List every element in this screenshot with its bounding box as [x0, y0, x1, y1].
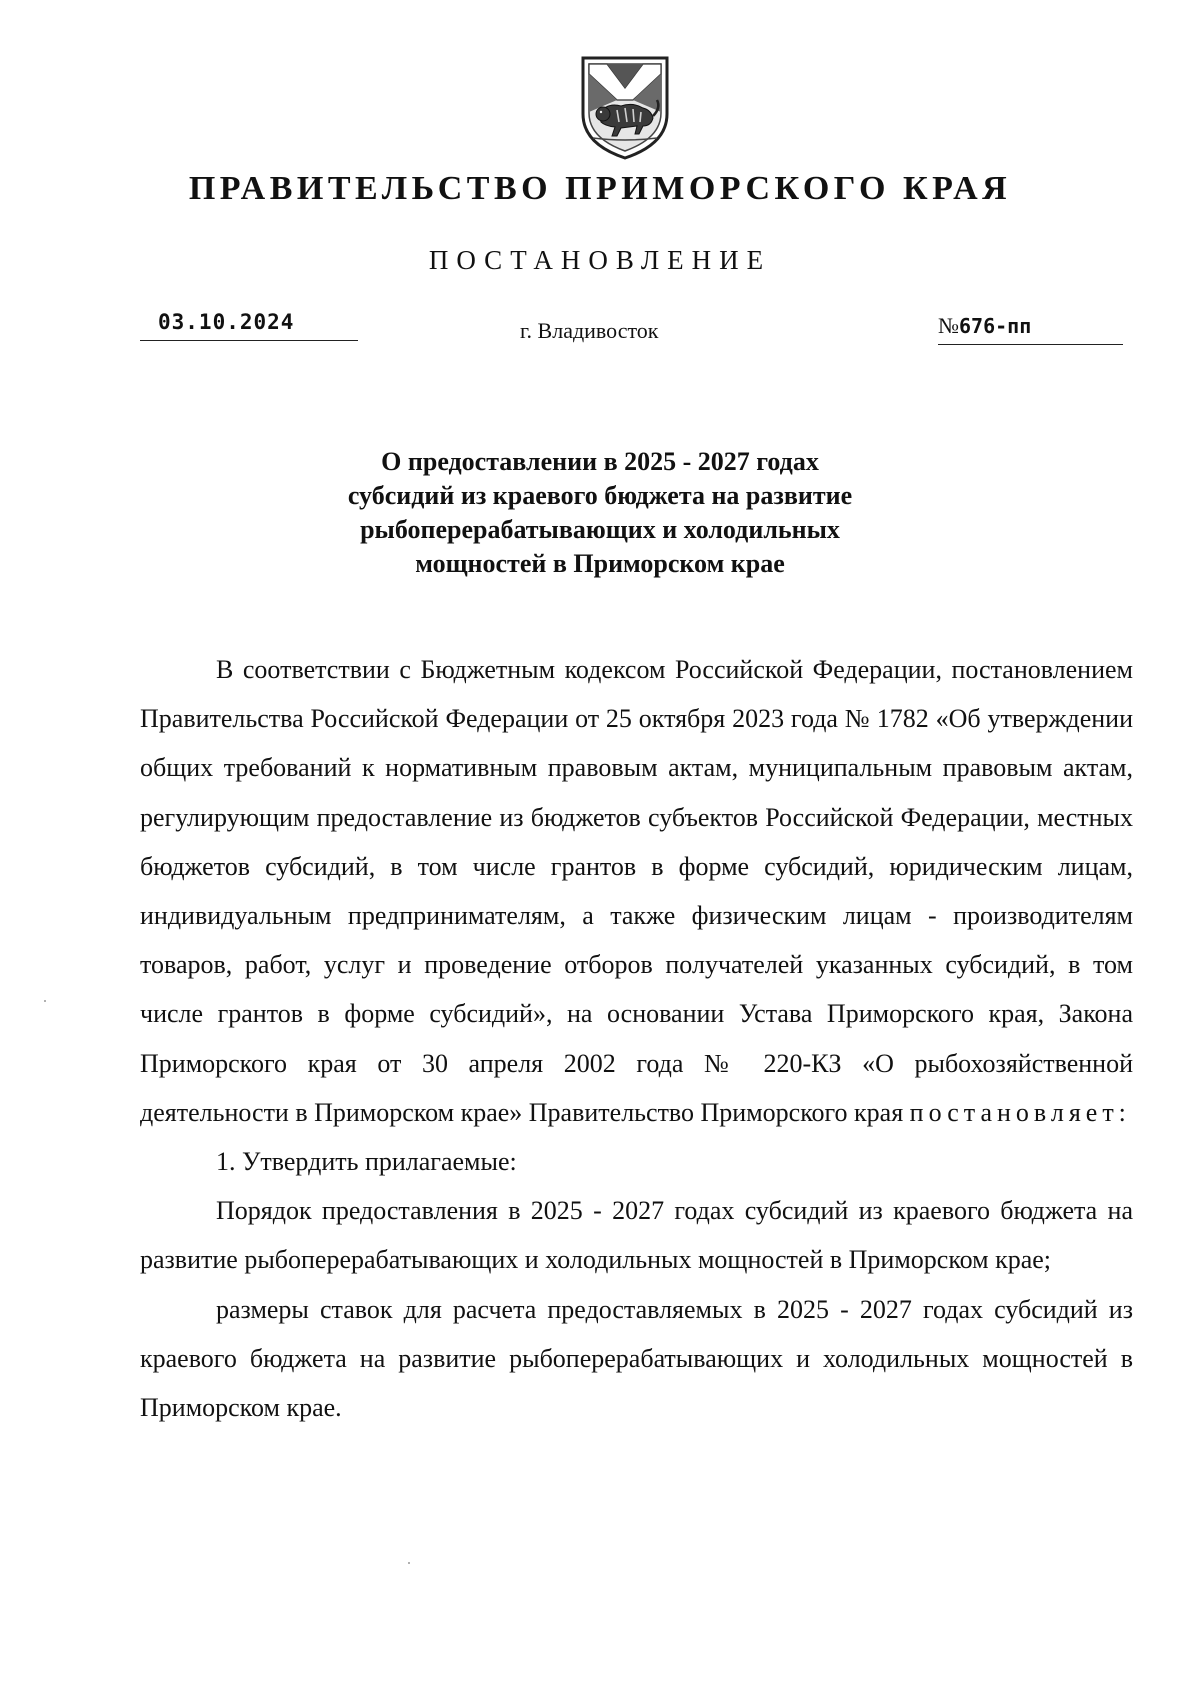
decree-word: постановляет:: [909, 1097, 1131, 1127]
subject-line: рыбоперерабатывающих и холодильных: [360, 515, 840, 544]
document-date: 03.10.2024: [140, 310, 358, 341]
item-1: 1. Утвердить прилагаемые:: [216, 1147, 517, 1177]
number-value: 676-пп: [959, 314, 1032, 338]
item-1-a: Порядок предоставления в 2025 - 2027 годах субсидий из краевого бюджета на развитие рыбоперерабатывающих и холодильных мощностей в Приморском крае;: [140, 1196, 1133, 1275]
scan-speck: [408, 1562, 410, 1564]
document-subject: [0, 445, 1200, 581]
subject-line: субсидий из краевого бюджета на развитие: [347, 481, 853, 510]
preamble-paragraph: [140, 645, 1133, 1137]
document-body: [140, 645, 1133, 1432]
document-number: [938, 313, 1123, 345]
preamble-text: В соответствии с Бюджетным кодексом Российской Федерации, постановлением Правительства Российской Федерации от 25 октября 2023 года № 1782 «Об утверждении общих требований к нормативным правовым актам, муниципальным правовым актам, регулирующим предоставление из бюджетов субъектов Российской Федерации, местных бюджетов субсидий, в том числе грантов в форме субсидий, юридическим лицам, индивидуальным предпринимателям, а также физическим лицам - производителям товаров, работ, услуг и проведение отборов получателей указанных субсидий, в том числе грантов в форме субсидий», на основании Устава Приморского края, Закона Приморского края от 30 апреля 2002 года № 220-КЗ «О рыбохозяйственной деятельности в Приморском крае» Правительство Приморского края: [140, 655, 1133, 1127]
number-prefix: №: [938, 313, 959, 338]
subject-line: О предоставлении в 2025 - 2027 годах: [381, 447, 819, 476]
item-1-b: размеры ставок для расчета предоставляемых в 2025 - 2027 годах субсидий из краевого бюджета на развитие рыбоперерабатывающих и холодильных мощностей в Приморском крае.: [140, 1294, 1133, 1423]
coat-of-arms-icon: [577, 52, 673, 162]
organization-title: ПРАВИТЕЛЬСТВО ПРИМОРСКОГО КРАЯ: [188, 170, 1012, 207]
document-city: г. Владивосток: [520, 318, 659, 343]
scan-speck: [44, 1000, 46, 1002]
subject-line: мощностей в Приморском крае: [415, 549, 785, 578]
document-type-heading: ПОСТАНОВЛЕНИЕ: [428, 245, 772, 275]
